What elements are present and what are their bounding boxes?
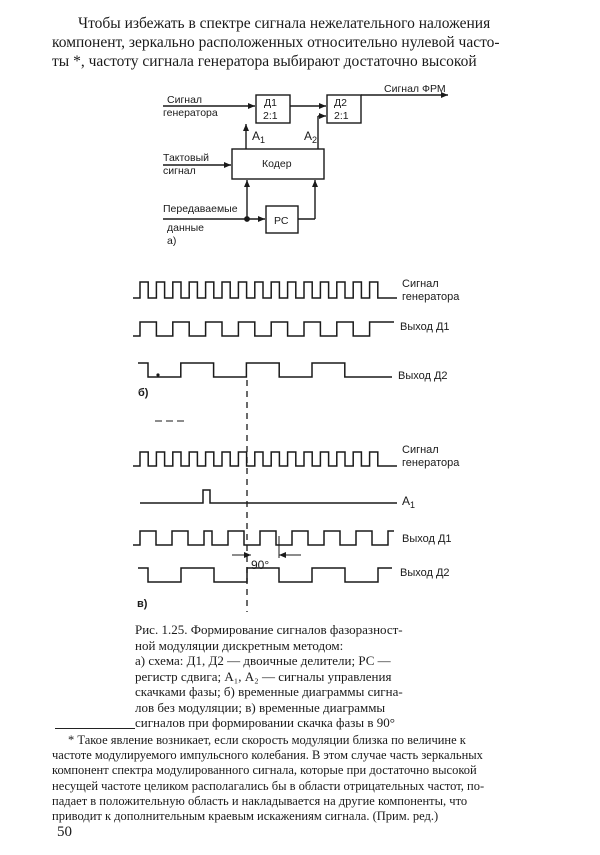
coder-label: Кодер <box>262 158 292 170</box>
phase-label: 90° <box>251 558 270 572</box>
trace-label-a1-c: $А_1$ <box>402 494 416 510</box>
caption-line: скачками фазы; б) временные диаграммы сигна- <box>135 684 403 699</box>
divider-d2-ratio: 2:1 <box>334 110 349 122</box>
trace-label-d2-b: Выход Д2 <box>398 370 448 382</box>
paragraph-line: компонент, зеркально расположенных относительно нулевой часто- <box>52 34 500 51</box>
paragraph-line: ты *, частоту сигнала генератора выбирают достаточно высокой <box>52 53 477 70</box>
input-generator-label: Сигнал <box>167 94 203 106</box>
trace-label-generator-c: Сигнал <box>402 444 439 456</box>
panel-a-label: а) <box>167 235 177 247</box>
divider-d1-label: Д1 <box>264 97 277 109</box>
a2-label: $А_2$ <box>304 129 318 145</box>
figure-1-25 <box>0 70 600 620</box>
output-label: Сигнал ФРМ <box>384 83 446 95</box>
caption-line: Рис. 1.25. Формирование сигналов фазоразност- <box>135 622 403 637</box>
caption-line: регистр сдвига; А₁, А₂ — сигналы управления <box>135 668 392 684</box>
input-data-label: Передаваемые <box>163 203 238 215</box>
waveform-generator-c <box>133 452 397 466</box>
trace-label-generator-b: генератора <box>402 291 460 303</box>
phase-dimension <box>232 536 301 558</box>
waveform-d2-b <box>138 363 392 377</box>
caption-line: а) схема: Д1, Д2 — двоичные делители; РС — <box>135 653 391 668</box>
trace-label-d1-c: Выход Д1 <box>402 533 452 545</box>
footnote-rule <box>55 728 135 729</box>
footnote-line: падает в положительную область и накладывается на другие компоненты, что <box>52 793 468 808</box>
page-number: 50 <box>57 824 72 840</box>
footnote-line: частоте модулируемого импульсного колебания. В этом случае часть зеркальных <box>52 748 483 763</box>
divider-d2-label: Д2 <box>334 97 347 109</box>
footnote-line: несущей частоте целиком располагались бы в области отрицательных частот, по- <box>52 778 485 793</box>
panel-b-label: б) <box>138 387 149 399</box>
a1-label: $А_1$ <box>252 129 266 145</box>
trace-label-d2-c: Выход Д2 <box>400 567 450 579</box>
trace-label-d1-b: Выход Д1 <box>400 321 450 333</box>
paragraph-line: Чтобы избежать в спектре сигнала нежелательного наложения <box>78 15 491 32</box>
trace-label-generator-b: Сигнал <box>402 278 439 290</box>
footnote-line: компонент спектра модулированного сигнала, которые при достаточно высокой <box>52 763 477 778</box>
figure-caption <box>135 622 475 731</box>
footnote <box>52 733 572 824</box>
marker-dot <box>156 373 159 376</box>
block-schematic <box>163 83 448 247</box>
waveform-a1-c <box>140 490 397 503</box>
input-generator-label: генератора <box>163 107 218 119</box>
panel-c-label: в) <box>137 598 148 610</box>
footnote-line: * Такое явление возникает, если скорость модуляции близка по величине к <box>68 733 466 747</box>
caption-line: лов без модуляции; в) временные диаграммы <box>135 699 386 715</box>
trace-label-generator-c: генератора <box>402 457 460 469</box>
shift-register-label: РС <box>274 215 289 227</box>
timing-diagrams <box>133 278 460 612</box>
caption-line: ной модуляции дискретным методом: <box>135 637 344 653</box>
body-paragraph <box>52 14 572 71</box>
input-clock-label: Тактовый <box>163 152 210 164</box>
waveform-d1-b <box>133 322 394 336</box>
input-data-label: данные <box>167 222 204 234</box>
footnote-line: приводит к дополнительным краевым искажениям сигнала. (Прим. ред.) <box>52 809 439 824</box>
divider-d1-ratio: 2:1 <box>263 110 278 122</box>
input-clock-label: сигнал <box>163 165 196 177</box>
caption-line: сигналов при формировании скачка фазы в 90° <box>135 715 395 730</box>
waveform-generator-b <box>133 282 397 298</box>
waveform-d1-c <box>133 531 394 545</box>
